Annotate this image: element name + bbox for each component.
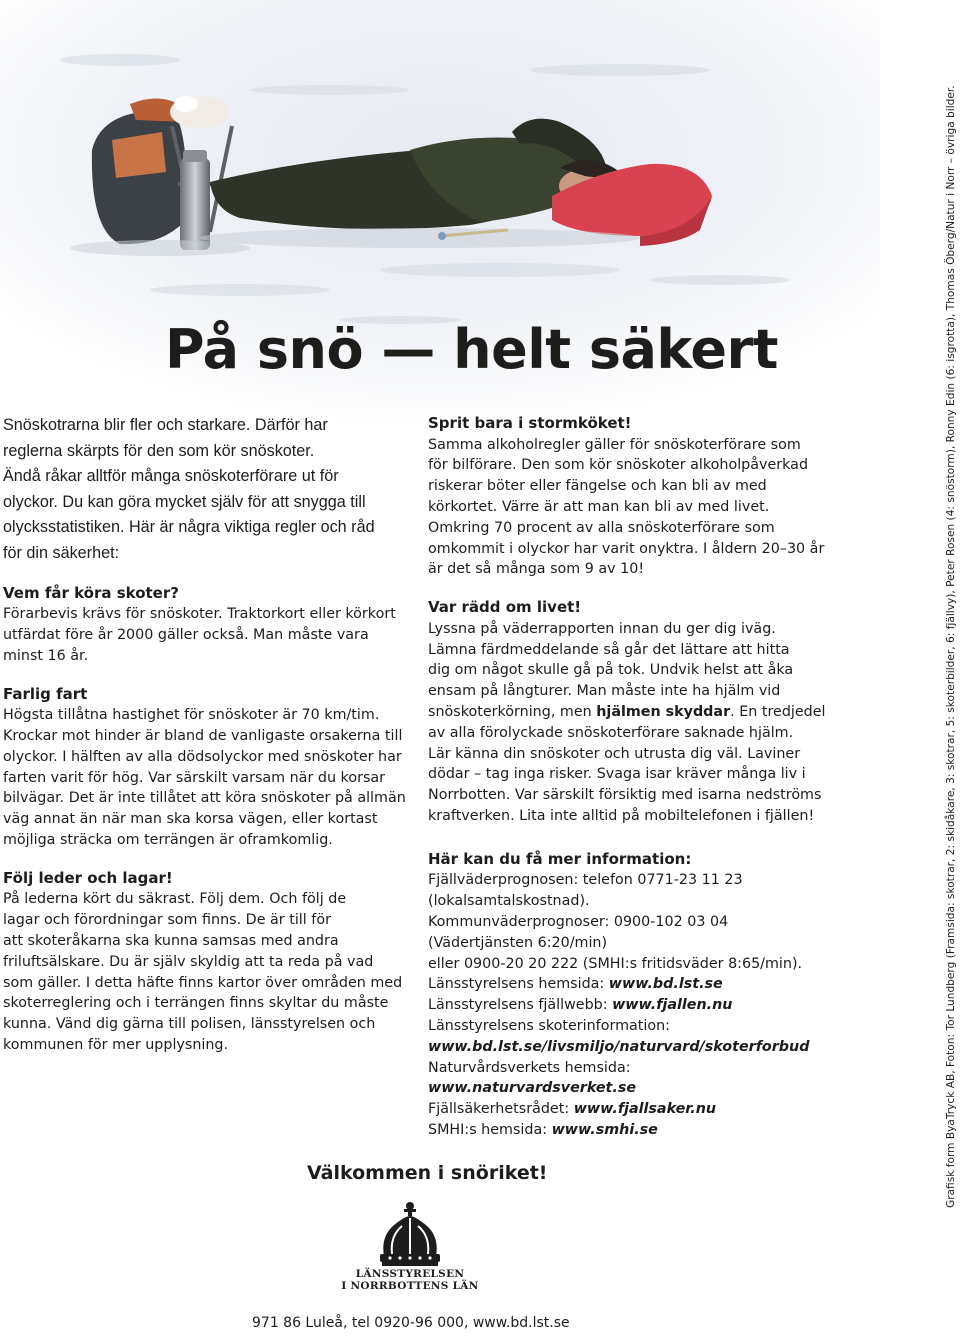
- body-line: (Vädertjänsten 6:20/min): [428, 934, 608, 951]
- body-line: körkortet. Värre är att man kan bli av med livet.: [428, 498, 770, 515]
- body-line: Länsstyrelsens skoterinformation:: [428, 1017, 670, 1034]
- section-body: [428, 870, 828, 1140]
- body-line: möjliga sträcka om terrängen är oframkomlig.: [3, 831, 333, 848]
- body-line: omkommit i olyckor har varit onyktra. I åldern 20–30 år: [428, 540, 825, 557]
- section-heading: Här kan du få mer information:: [428, 849, 692, 868]
- section-heading: Följ leder och lagar!: [3, 868, 173, 887]
- section-vem-far-kora: [3, 583, 398, 667]
- body-text: . En tredjedel: [730, 703, 826, 720]
- body-line: Naturvårdsverkets hemsida:: [428, 1059, 631, 1076]
- body-line: skoterreglering och i terrängen finns skyltar du måste: [3, 995, 389, 1012]
- body-line: är det så många som 9 av 10!: [428, 561, 645, 578]
- link-label: SMHI:s hemsida:: [428, 1121, 552, 1138]
- body-line: ensam på långturer. Man måste inte ha hjälm vid: [428, 683, 781, 700]
- intro-line: för din säkerhet:: [3, 543, 120, 562]
- body-line: Omkring 70 procent av alla snöskoterförare som: [428, 519, 775, 536]
- body-line: dig om något skulle gå på tok. Undvik helst att åka: [428, 662, 794, 679]
- section-heading: Vem får köra skoter?: [3, 583, 179, 602]
- body-line: Norrbotten. Var särskilt försiktig med isarna nedströms: [428, 787, 822, 804]
- section-folj-leder: [3, 868, 403, 1056]
- body-line: att skoteråkarna ska kunna samsas med andra: [3, 932, 339, 949]
- link-smhi[interactable]: www.smhi.se: [551, 1121, 658, 1138]
- body-line: (lokalsamtalskostnad).: [428, 893, 590, 910]
- intro-line: Ändå råkar alltför många snöskoterförare ut för: [3, 467, 339, 486]
- link-naturvardsverket[interactable]: www.naturvardsverket.se: [428, 1080, 637, 1097]
- body-line: Lämna färdmeddelande så går det lättare att hitta: [428, 641, 790, 658]
- body-line: Kommunväderprognoser: 0900-102 03 04: [428, 913, 729, 930]
- body-line: [428, 995, 828, 1016]
- body-line: [428, 1120, 828, 1141]
- body-line: Samma alkoholregler gäller för snöskoterförare som: [428, 436, 801, 453]
- body-line: utfärdat före år 2000 gäller också. Man måste vara: [3, 626, 369, 643]
- section-body: [428, 435, 828, 581]
- logo-line: LÄNSSTYRELSEN: [355, 1268, 465, 1280]
- photo-credits: Grafisk form ByaTryck AB, Foton: Tor Lundberg (Framsida: skotrar, 2: skidåkare, 3: skotrar, 5: skoterbilder, 6: fjällvy), Peter Rosen (4: snöstorm), Ronny Edin (6: isgrotta), Thomas Öberg/Natur i Norr – övriga bilder.: [945, 85, 957, 1208]
- link-fjallsakerhetsradet[interactable]: www.fjallsaker.nu: [573, 1101, 717, 1118]
- body-line: Förarbevis krävs för snöskoter. Traktorkort eller körkort: [3, 606, 396, 623]
- body-line: [428, 1037, 828, 1058]
- body-line: friluftsälskare. Du är själv skyldig att ta reda på vad: [3, 953, 374, 970]
- body-line: kunna. Vänd dig gärna till polisen, länsstyrelsen och: [3, 1016, 376, 1033]
- welcome-text: Välkommen i snöriket!: [307, 1162, 548, 1184]
- body-line: farten varit för hög. Var särskilt varsam när du korsar: [3, 769, 386, 786]
- body-line: kommunen för mer upplysning.: [3, 1036, 229, 1053]
- section-body: [3, 889, 403, 1055]
- intro-line: Snöskotrarna blir fler och starkare. Därför har: [3, 416, 328, 434]
- body-line: bilvägar. Det är inte tillåtet att köra snöskoter på allmän: [3, 790, 406, 807]
- section-farlig-fart: [3, 684, 406, 851]
- link-fjallwebb[interactable]: www.fjallen.nu: [612, 997, 733, 1014]
- section-sprit: [428, 413, 828, 580]
- body-line: eller 0900-20 20 222 (SMHI:s fritidsväder 8:65/min).: [428, 955, 803, 972]
- body-line: kraftverken. Lita inte alltid på mobiltelefonen i fjällen!: [428, 807, 815, 824]
- link-skoterinformation[interactable]: www.bd.lst.se/livsmiljo/naturvard/skoterforbud: [428, 1038, 810, 1055]
- left-column: [3, 413, 406, 1073]
- body-line: minst 16 år.: [3, 647, 89, 664]
- footer-contact: 971 86 Luleå, tel 0920-96 000, www.bd.lst.se: [252, 1315, 570, 1331]
- intro-line: olycksstatistiken. Här är några viktiga regler och råd: [3, 518, 375, 537]
- logo-wordmark: [340, 1268, 480, 1292]
- logo-line: I NORRBOTTENS LÄN: [341, 1280, 479, 1292]
- body-line: av alla förolyckade snöskoterförare saknade hjälm.: [428, 724, 794, 741]
- section-heading: Sprit bara i stormköket!: [428, 414, 632, 432]
- link-label: Länsstyrelsens hemsida:: [428, 976, 609, 993]
- section-heading: Farlig fart: [3, 684, 88, 703]
- link-lansstyrelsen-hemsida[interactable]: www.bd.lst.se: [608, 976, 723, 993]
- section-var-radd: [428, 597, 828, 827]
- body-line: riskerar böter eller fängelse och kan bli av med: [428, 478, 767, 495]
- body-text: snöskoterkörning, men: [428, 703, 597, 720]
- body-line: [428, 1078, 828, 1099]
- body-line: Krockar mot hinder är bland de vanligaste orsakerna till: [3, 727, 403, 744]
- body-line: På lederna kört du säkrast. Följ dem. Och följ de: [3, 891, 347, 908]
- body-line: Lär känna din snöskoter och utrusta dig väl. Laviner: [428, 745, 801, 762]
- body-line: för bilförare. Den som kör snöskoter alkoholpåverkad: [428, 457, 809, 474]
- body-line: Lyssna på väderrapporten innan du ger dig iväg.: [428, 620, 776, 637]
- link-label: Länsstyrelsens fjällwebb:: [428, 997, 613, 1014]
- section-body: [428, 619, 828, 827]
- body-line: väg annat än när man ska korsa vägen, eller kortast: [3, 811, 378, 828]
- intro-line: olyckor. Du kan göra mycket själv för att snygga till: [3, 492, 366, 511]
- body-line: som gäller. I detta häfte finns kartor över områden med: [3, 974, 403, 991]
- right-column: [428, 413, 828, 1158]
- section-body: [3, 604, 398, 666]
- body-line: Högsta tillåtna hastighet för snöskoter är 70 km/tim.: [3, 707, 380, 724]
- intro-paragraph: [3, 413, 398, 567]
- crown-icon: [340, 1198, 480, 1270]
- section-mer-information: [428, 849, 828, 1141]
- section-body: [3, 705, 406, 851]
- body-line: [428, 1099, 828, 1120]
- section-heading: Var rädd om livet!: [428, 598, 582, 617]
- body-line: dödar – tag inga risker. Svaga isar kräver många liv i: [428, 766, 806, 783]
- link-label: Fjällsäkerhetsrådet:: [428, 1101, 574, 1118]
- intro-line: reglerna skärpts för den som kör snöskoter.: [3, 441, 315, 460]
- body-line: [428, 974, 828, 995]
- body-line: Fjällväderprognosen: telefon 0771-23 11 23: [428, 872, 743, 889]
- page-title: På snö — helt säkert: [165, 318, 778, 381]
- body-line: [428, 702, 828, 723]
- body-line: olyckor. I hälften av alla dödsolyckor med snöskoter har: [3, 748, 402, 765]
- body-line: lagar och förordningar som finns. De är till för: [3, 912, 331, 929]
- emphasis-text: hjälmen skyddar: [596, 703, 731, 720]
